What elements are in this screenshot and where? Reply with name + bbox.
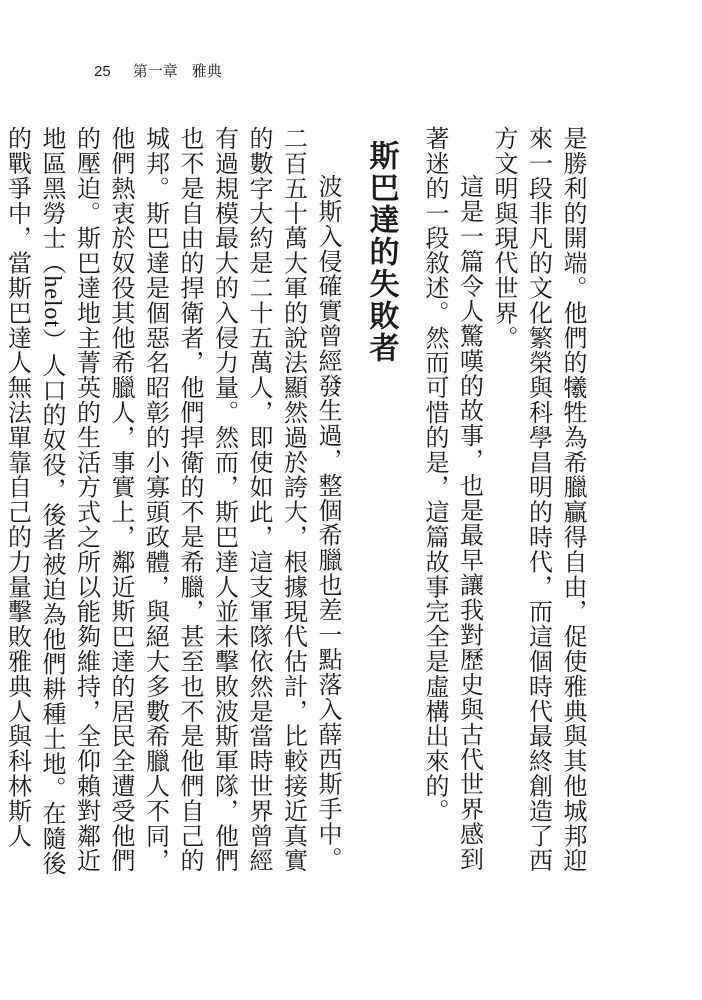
paragraph: 這是一篇令人驚嘆的故事，也是最早讓我對歷史與古代世界感到著迷的一段敘述。然而可惜的是，這篇故事完全是虛構出來的。: [421, 126, 484, 872]
chapter-title: 雅典: [191, 63, 222, 80]
paragraph-continued: 是勝利的開端。他們的犧牲為希臘贏得自由，促使雅典與其他城邦迎來一段非凡的文化繁榮與科學昌明的時代，而這個時代最終創造了西方文明與現代世界。: [490, 126, 587, 873]
vertical-text-body: [0, 126, 590, 886]
chapter-label: 第一章: [132, 63, 178, 80]
latin-term: helot: [39, 275, 65, 328]
paragraph-text: ）人口的奴役，後者被迫為他們耕種土地。在隨後的戰爭中，當斯巴達人無法單靠自己的力量擊敗雅典人與科林斯人: [3, 126, 66, 876]
paragraph-text: 波斯入侵確實曾經發生過，整個希臘也差一點落入薛西斯手中。二百五十萬大軍的說法顯然過於誇大，根據現代估計，比較接近真實的數字大約是二十五萬人，即使如此，這支軍隊依然是當時世界曾經有過規模最大的入侵力量。然而，斯巴達人並未擊敗波斯軍隊，他們也不是自由的捍衛者，他們捍衛的不是希臘，甚至也不是他們自己的城邦。斯巴達是個惡名昭彰的小寡頭政體，與絕大多數希臘人不同，他們熱衷於奴役其他希臘人，事實上，鄰近斯巴達的居民全遭受他們的壓迫。斯巴達地主菁英的生活方式之所以能夠維持，全仰賴對鄰近地區黑勞士（: [38, 126, 342, 873]
page-number: 25: [94, 63, 111, 80]
running-header: [94, 60, 222, 81]
paragraph: [0, 126, 345, 886]
section-heading: 斯巴達的失敗者: [363, 140, 399, 364]
